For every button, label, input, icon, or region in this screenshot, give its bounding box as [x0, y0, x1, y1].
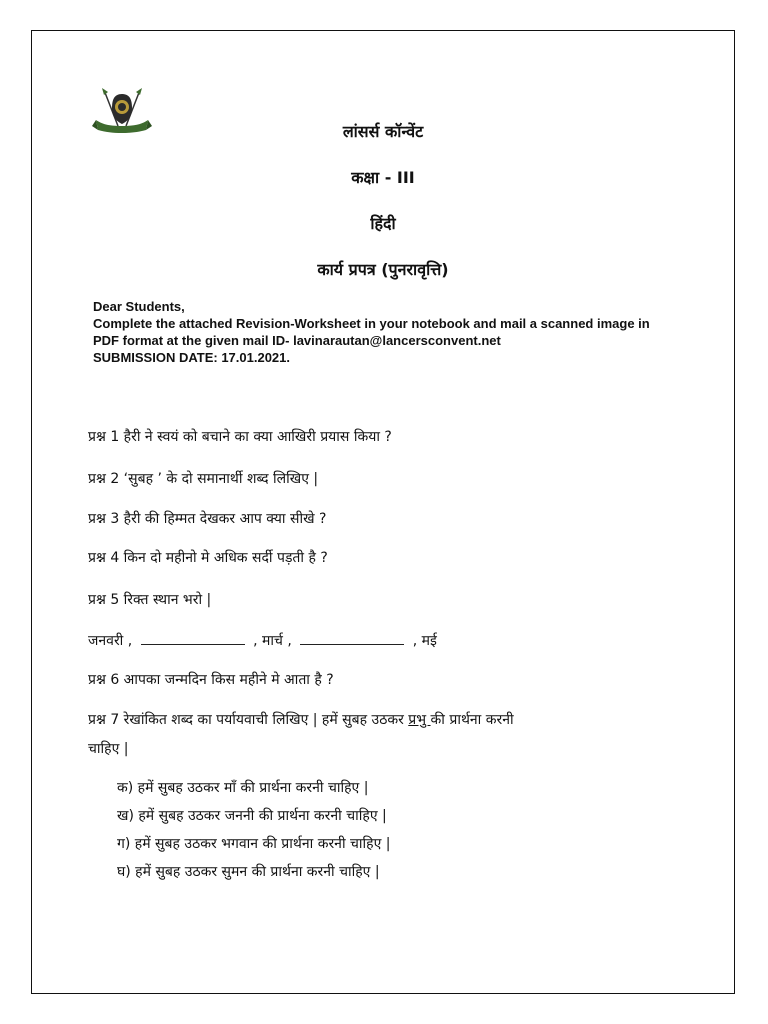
- notice-block: [93, 298, 693, 366]
- option-kha: ख) हमें सुबह उठकर जननी की प्रार्थना करनी चाहिए |: [117, 808, 387, 824]
- notice-line-2: PDF format at the given mail ID- lavinarautan@lancersconvent.net: [93, 333, 501, 348]
- question-5: प्रश्न 5 रिक्त स्थान भरो |: [88, 592, 212, 608]
- option-ka: क) हमें सुबह उठकर माँ की प्रार्थना करनी चाहिए |: [117, 780, 369, 796]
- question-7-text-after: की प्रार्थना करनी: [430, 712, 514, 728]
- question-2: प्रश्न 2 ‘सुबह ’ के दो समानार्थी शब्द लिखिए |: [88, 471, 319, 487]
- underlined-word: प्रभु: [408, 712, 431, 728]
- option-ga: ग) हमें सुबह उठकर भगवान की प्रार्थना करनी चाहिए |: [117, 836, 391, 852]
- fill-blank-1: [141, 632, 245, 645]
- question-7: [88, 710, 514, 729]
- question-7-line-2: चाहिए |: [88, 741, 129, 757]
- question-4: प्रश्न 4 किन दो महीनो मे अधिक सर्दी पड़ती है ?: [88, 550, 328, 566]
- school-name: लांसर्स कॉन्वेंट: [342, 122, 424, 141]
- worksheet-title: कार्य प्रपत्र (पुनरावृत्ति): [317, 260, 449, 279]
- fill-part-3: , मई: [412, 633, 437, 649]
- question-5-fill-line: [88, 631, 437, 650]
- fill-part-2: , मार्च ,: [253, 633, 292, 649]
- notice-line-1: Complete the attached Revision-Worksheet in your notebook and mail a scanned image in: [93, 316, 650, 331]
- notice-line-3: SUBMISSION DATE: 17.01.2021.: [93, 350, 290, 365]
- subject-label: हिंदी: [370, 214, 396, 233]
- option-gha: घ) हमें सुबह उठकर सुमन की प्रार्थना करनी चाहिए |: [117, 864, 380, 880]
- fill-part-1: जनवरी ,: [88, 633, 133, 649]
- question-6: प्रश्न 6 आपका जन्मदिन किस महीने मे आता है ?: [88, 672, 334, 688]
- question-7-text-before: प्रश्न 7 रेखांकित शब्द का पर्यायवाची लिखिए | हमें सुबह उठकर: [88, 712, 409, 728]
- question-3: प्रश्न 3 हैरी की हिम्मत देखकर आप क्या सीखे ?: [88, 511, 327, 527]
- fill-blank-2: [300, 632, 404, 645]
- class-label: कक्षा - III: [351, 168, 415, 187]
- question-1: प्रश्न 1 हैरी ने स्वयं को बचाने का क्या आखिरी प्रयास किया ?: [88, 429, 392, 445]
- notice-greeting: Dear Students,: [93, 299, 185, 314]
